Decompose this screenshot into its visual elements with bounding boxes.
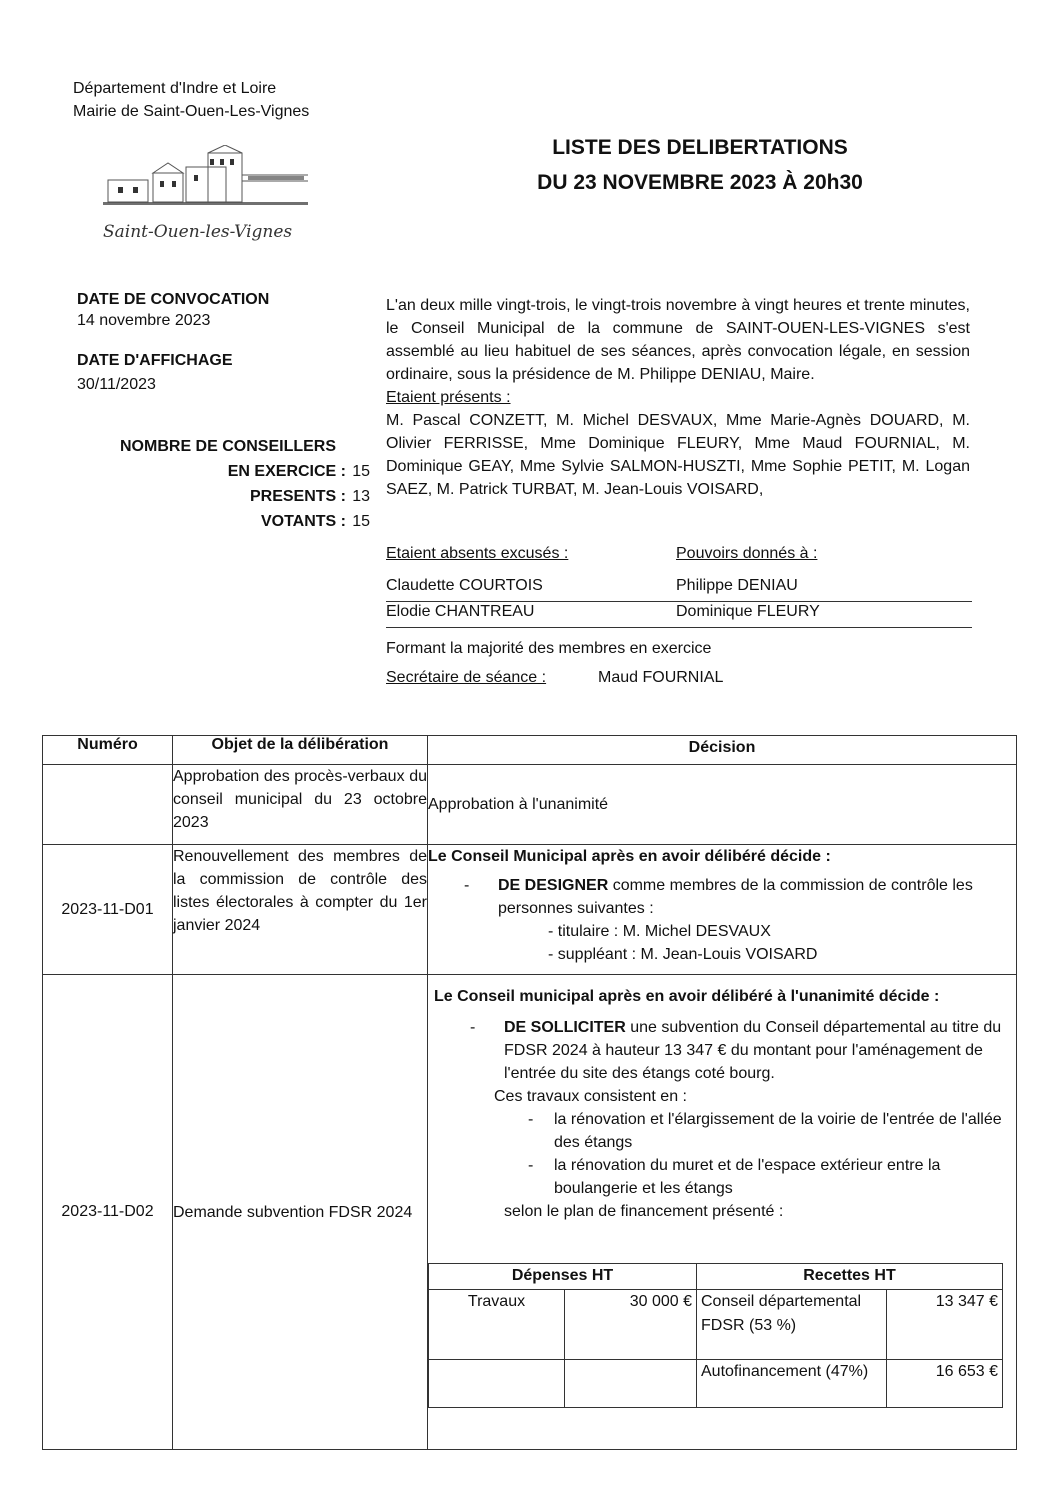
- row3-plan-text: selon le plan de financement présenté :: [504, 1203, 784, 1220]
- convocation-label: DATE DE CONVOCATION: [77, 291, 270, 308]
- row2-decision-intro: Le Conseil Municipal après en avoir délibéré décide :: [428, 848, 831, 865]
- financing-table: [428, 1263, 1003, 1408]
- affichage-block: [77, 352, 233, 394]
- row3-objet: Demande subvention FDSR 2024: [173, 975, 428, 1450]
- row3-decision-intro: Le Conseil municipal après en avoir délibéré à l'unanimité décide :: [434, 988, 940, 1005]
- recette-2-label: Autofinancement (47%): [697, 1360, 887, 1408]
- conseillers-block: [120, 434, 370, 534]
- row1-numero: [43, 765, 173, 845]
- row3-text: une subvention du Conseil départemental au titre du FDSR 2024 à hauteur 13 347 € du montant pour l'aménagement de l'entrée du site des étangs coté bourg.: [504, 1019, 1002, 1082]
- conseillers-label: NOMBRE DE CONSEILLERS: [120, 438, 337, 455]
- affichage-date: 30/11/2023: [77, 376, 156, 393]
- absent-row: [386, 603, 972, 628]
- row2-titulaire: - titulaire : M. Michel DESVAUX: [548, 923, 771, 940]
- header-numero: Numéro: [43, 736, 173, 765]
- depense-value: 30 000 €: [565, 1290, 697, 1360]
- mairie-name: Mairie de Saint-Ouen-Les-Vignes: [73, 103, 310, 120]
- row2-decision-item: [428, 874, 1016, 920]
- absent-row: [386, 577, 972, 602]
- pouvoir-name: Dominique FLEURY: [676, 603, 820, 620]
- absents-heading: Etaient absents excusés :: [386, 545, 569, 562]
- row3-decision-item: [434, 1016, 1010, 1085]
- table-header-row: [43, 736, 1017, 765]
- affichage-label: DATE D'AFFICHAGE: [77, 352, 233, 369]
- intro-paragraph: L'an deux mille vingt-trois, le vingt-trois novembre à vingt heures et trente minutes, le Conseil Municipal de la commune de SAINT-OUEN-LES-VIGNES s'est assemblé au lieu habituel de ses séances, après convocation légale, en session ordinaire, sous la présidence de M. Philippe DENIAU, Maire.: [386, 297, 970, 383]
- header-objet: Objet de la délibération: [173, 736, 428, 765]
- row2-numero: 2023-11-D01: [43, 845, 173, 975]
- secretaire-line: [386, 669, 972, 687]
- table-row: [43, 845, 1017, 975]
- convocation-date: 14 novembre 2023: [77, 312, 211, 329]
- pouvoirs-heading: Pouvoirs donnés à :: [676, 545, 818, 562]
- presents-list: M. Pascal CONZETT, M. Michel DESVAUX, Mme Marie-Agnès DOUARD, M. Olivier FERRISSE, Mme Dominique FLEURY, Mme Maud FOURNIAL, M. Dominique GEAY, Mme Sylvie SALMON-HUSZTI, Mme Sophie PETIT, M. Logan SAEZ, M. Patrick TURBAT, M. Jean-Louis VOISARD,: [386, 412, 970, 498]
- recette-2-value: 16 653 €: [887, 1360, 1003, 1408]
- header-decision: Décision: [428, 736, 1017, 765]
- title-line-1: LISTE DES DELIBERTATIONS: [552, 136, 848, 159]
- table-row: [43, 975, 1017, 1450]
- majorite-text: Formant la majorité des membres en exercice: [386, 640, 712, 657]
- row3-verb: DE SOLLICITER: [504, 1019, 626, 1036]
- recette-1-label: Conseil départemental FDSR (53 %): [697, 1290, 887, 1360]
- votants-label: VOTANTS :: [260, 513, 346, 530]
- presents-heading: Etaient présents :: [386, 389, 511, 406]
- title-line-2: DU 23 NOVEMBRE 2023 À 20h30: [537, 171, 863, 194]
- row1-objet: Approbation des procès-verbaux du conseil municipal du 23 octobre 2023: [173, 765, 428, 845]
- row3-travaux-item: - la rénovation et l'élargissement de la voirie de l'entrée de l'allée des étangs: [434, 1108, 1010, 1154]
- row2-text: comme membres de la commission de contrôle les personnes suivantes :: [498, 877, 973, 917]
- row2-objet: Renouvellement des membres de la commission de contrôle des listes électorales à compter du 1er janvier 2024: [173, 845, 428, 975]
- exercice-value: 15: [352, 463, 370, 480]
- exercice-label: EN EXERCICE :: [227, 463, 346, 480]
- votants-value: 15: [352, 513, 370, 530]
- secretaire-name: Maud FOURNIAL: [598, 669, 724, 686]
- town-logo: [98, 145, 313, 245]
- recette-1-value: 13 347 €: [887, 1290, 1003, 1360]
- table-row: [43, 765, 1017, 845]
- recettes-header: Recettes HT: [697, 1264, 1003, 1290]
- row3-numero: 2023-11-D02: [43, 975, 173, 1450]
- header-left: [73, 77, 309, 123]
- row2-decision: [428, 845, 1017, 975]
- convocation-block: [77, 291, 269, 330]
- depenses-header: Dépenses HT: [429, 1264, 697, 1290]
- page-title: [480, 130, 920, 200]
- secretaire-label: Secrétaire de séance :: [386, 669, 547, 686]
- row3-decision: [428, 975, 1017, 1450]
- row2-suppleant: - suppléant : M. Jean-Louis VOISARD: [548, 946, 818, 963]
- absent-name: Claudette COURTOIS: [386, 577, 543, 594]
- department-name: Département d'Indre et Loire: [73, 80, 277, 97]
- pouvoir-name: Philippe DENIAU: [676, 577, 798, 594]
- row2-verb: DE DESIGNER: [498, 877, 609, 894]
- depense-label: Travaux: [429, 1290, 565, 1360]
- presents-label: PRESENTS :: [249, 488, 346, 505]
- row1-decision: Approbation à l'unanimité: [428, 765, 1017, 845]
- logo-script-text: Saint-Ouen-les-Vignes: [103, 222, 293, 242]
- deliberations-table: [42, 735, 1017, 1450]
- intro-block: [386, 294, 970, 501]
- absents-block: [386, 545, 972, 687]
- castle-drawing-icon: [98, 145, 313, 245]
- row3-travaux-item: - la rénovation du muret et de l'espace extérieur entre la boulangerie et les étangs: [434, 1154, 1010, 1200]
- absent-name: Elodie CHANTREAU: [386, 603, 535, 620]
- presents-value: 13: [352, 488, 370, 505]
- row3-travaux-intro: Ces travaux consistent en :: [494, 1088, 687, 1105]
